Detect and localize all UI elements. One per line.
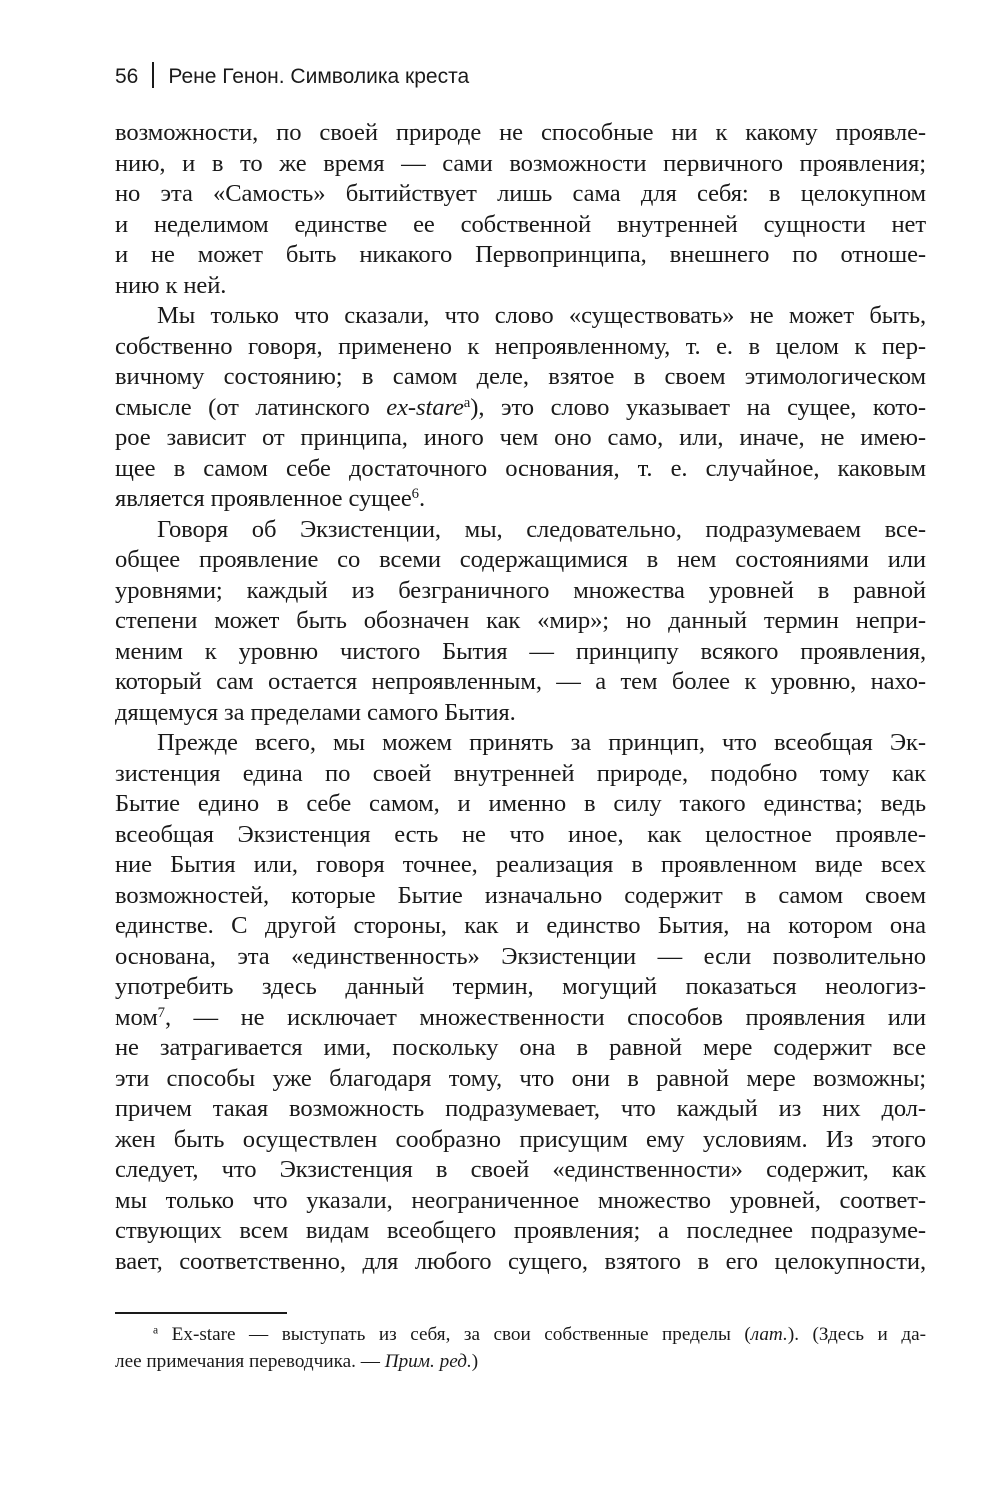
text-line: уровнями; каждый из безграничного множества уровней в равной bbox=[115, 576, 926, 604]
text-line: рое зависит от принципа, иного чем оно само, или, иначе, не имею- bbox=[115, 424, 926, 451]
text-line: нию к ней. bbox=[115, 271, 227, 299]
running-title: Рене Генон. Символика креста bbox=[168, 65, 470, 88]
text-fragment: . bbox=[418, 485, 425, 512]
page-number: 56 bbox=[115, 65, 139, 88]
text-fragment: лее примечания переводчика. — bbox=[115, 1351, 385, 1372]
footnote-ref-7: 7 bbox=[157, 1004, 165, 1021]
text-line: ствующих всем видам всеобщего проявления; а последнее подразуме- bbox=[115, 1217, 926, 1244]
text-fragment: ). (Здесь и да- bbox=[787, 1324, 926, 1345]
text-line: который сам остается непроявленным, — а тем более к уровню, нахо- bbox=[115, 668, 926, 695]
footnote-ref-6: 6 bbox=[411, 485, 419, 502]
text-line: зистенция едина по своей внутренней природе, подобно тому как bbox=[115, 759, 926, 787]
text-line: единстве. С другой стороны, как и единство Бытия, на котором она bbox=[115, 912, 926, 939]
text-line: вичному состоянию; в самом деле, взятое в своем этимологическом bbox=[115, 363, 926, 390]
text-line: Мы только что сказали, что слово «существовать» не может быть, bbox=[157, 302, 926, 329]
text-line: дящемуся за пределами самого Бытия. bbox=[115, 698, 516, 726]
text-line: нию, и в то же время — сами возможности первичного проявления; bbox=[115, 149, 926, 177]
text-line: жен быть осуществлен сообразно присущим ему условиям. Из этого bbox=[115, 1125, 926, 1153]
text-line: меним к уровню чистого Бытия — принципу всякого проявления, bbox=[115, 637, 926, 665]
header-separator bbox=[152, 62, 154, 88]
text-line: возможности, по своей природе не способные ни к какому проявле- bbox=[115, 119, 926, 146]
footnote-divider bbox=[115, 1312, 287, 1314]
paragraph-3 bbox=[115, 515, 926, 729]
main-text bbox=[115, 118, 926, 1277]
text-line: ние Бытия или, говоря точнее, реализация в проявленном виде всех bbox=[115, 851, 926, 878]
paragraph-1 bbox=[115, 118, 926, 301]
text-line: основана, эта «единственность» Экзистенции — если позволительно bbox=[115, 942, 926, 970]
text-line: мы только что указали, неограниченное множество уровней, соответ- bbox=[115, 1186, 926, 1214]
paragraph-2 bbox=[115, 301, 926, 515]
text-line: эти способы уже благодаря тому, что они в равной мере возможны; bbox=[115, 1064, 926, 1092]
paragraph-4 bbox=[115, 728, 926, 1277]
editor-note: Прим. ред. bbox=[384, 1351, 472, 1372]
text-line: и не может быть никакого Первопринципа, внешнего по отноше- bbox=[115, 241, 926, 268]
text-line: возможностей, которые Бытие изначально содержит в самом своем bbox=[115, 881, 926, 909]
text-line: всеобщая Экзистенция есть не что иное, как целостное проявле- bbox=[115, 820, 926, 848]
text-line: щее в самом себе достаточного основания, т. е. случайное, каковым bbox=[115, 454, 926, 482]
text-line: Прежде всего, мы можем принять за принцип, что всеобщая Эк- bbox=[157, 729, 926, 756]
latin-term: ex-stare bbox=[386, 393, 464, 421]
footnote bbox=[115, 1321, 926, 1375]
text-line: собственно говоря, применено к непроявленному, т. е. в целом к пер- bbox=[115, 332, 926, 360]
text-line: общее проявление со всеми содержащимися в нем состояниями или bbox=[115, 546, 926, 573]
running-header bbox=[115, 62, 469, 92]
text-fragment: смысле (от латинского bbox=[115, 393, 387, 421]
footnote-mark: a bbox=[153, 1324, 159, 1337]
text-line: следует, что Экзистенция в своей «единственности» содержит, как bbox=[115, 1156, 926, 1183]
text-line: не затрагивается ими, поскольку она в равной мере содержит все bbox=[115, 1034, 926, 1061]
text-fragment: является проявленное сущее bbox=[115, 485, 412, 512]
text-line: вает, соответственно, для любого сущего, взятого в его целокупности, bbox=[115, 1247, 926, 1275]
footnote-line bbox=[115, 1348, 926, 1375]
text-line: Говоря об Экзистенции, мы, следовательно, подразумеваем все- bbox=[157, 515, 926, 543]
text-line: употребить здесь данный термин, могущий показаться неологиз- bbox=[115, 973, 926, 1000]
text-fragment: ) bbox=[471, 1351, 479, 1372]
text-line: но эта «Самость» бытийствует лишь сама для себя: в целокупном bbox=[115, 180, 926, 207]
text-line: Бытие едино в себе самом, и именно в силу такого единства; ведь bbox=[115, 790, 926, 817]
text-line: степени может быть обозначен как «мир»; но данный термин непри- bbox=[115, 607, 926, 634]
text-line bbox=[115, 484, 926, 515]
footnote-line bbox=[115, 1321, 926, 1348]
lang-abbrev: лат. bbox=[750, 1324, 788, 1345]
text-fragment: Ex-stare — выступать из себя, за свои собственные пределы ( bbox=[158, 1324, 751, 1345]
footnote-ref-a: a bbox=[463, 394, 471, 411]
text-fragment: мом bbox=[115, 1003, 158, 1031]
text-line: и неделимом единстве ее собственной внутренней сущности нет bbox=[115, 210, 926, 238]
text-line bbox=[115, 393, 926, 424]
text-line: причем такая возможность подразумевает, что каждый из них дол- bbox=[115, 1095, 926, 1122]
text-line bbox=[115, 1003, 926, 1034]
text-fragment: , — не исключает множественности способов проявления или bbox=[164, 1003, 926, 1031]
text-fragment: ), это слово указывает на сущее, кото- bbox=[470, 393, 926, 421]
